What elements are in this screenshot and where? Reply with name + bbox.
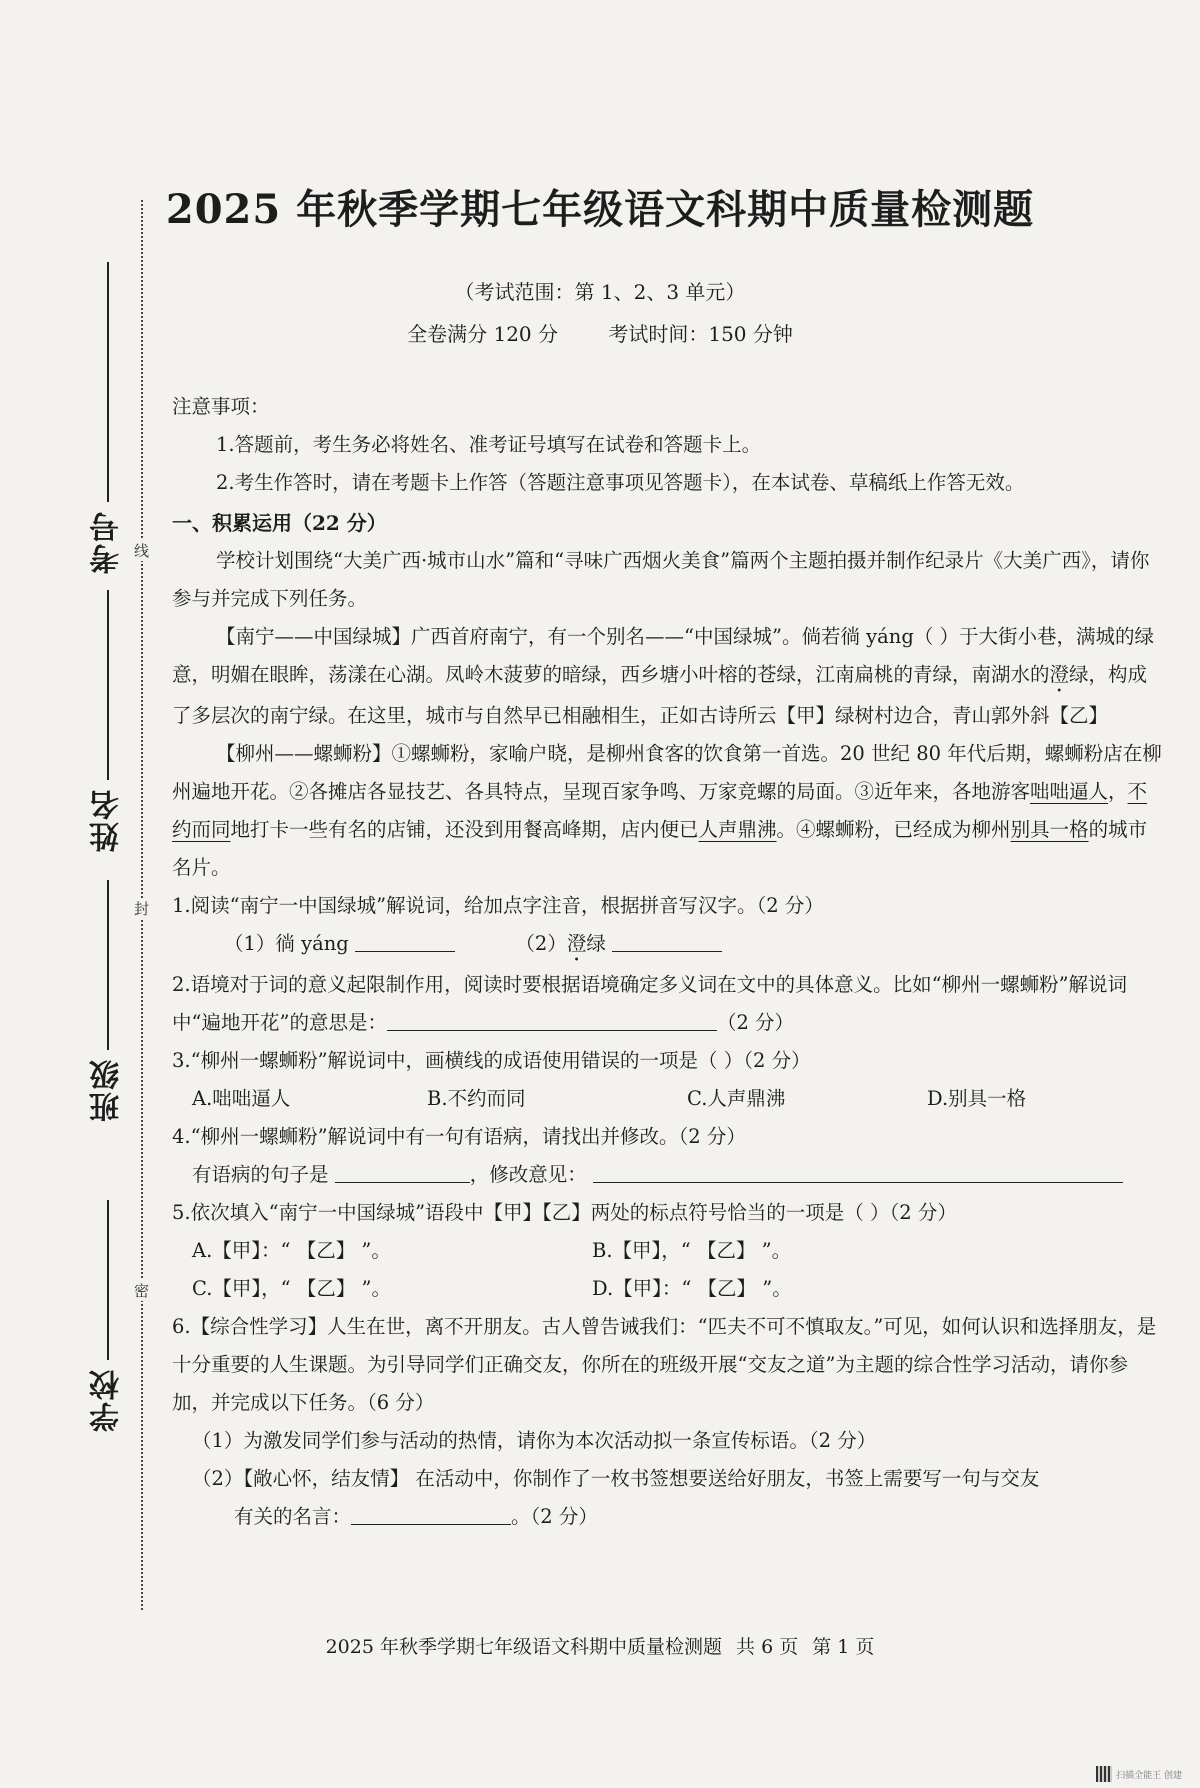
q5-option-d[interactable]: D.【甲】：“ 【乙】 ”。 [592, 1277, 792, 1300]
side-field-name [78, 590, 138, 860]
exam-meta [0, 318, 1200, 347]
answer-blank-q1-2[interactable] [612, 929, 722, 952]
side-field-school [78, 1200, 138, 1440]
idiom-2: 不约而同 [172, 780, 1148, 841]
question-4-blanks: 有语病的句子是 ，修改意见： [172, 1156, 1162, 1194]
q3-option-c[interactable]: C.人声鼎沸 [687, 1087, 786, 1110]
bind-char-xian: 线 [134, 542, 150, 560]
school-blank [107, 1200, 109, 1360]
qr-code-icon [1096, 1766, 1112, 1782]
answer-blank-q6-2[interactable] [351, 1502, 511, 1525]
dotted-char: 澄 [1049, 663, 1070, 686]
idiom-3: 人声鼎沸 [698, 818, 777, 841]
exam-scope: （考试范围：第 1、2、3 单元） [454, 280, 746, 304]
bind-char-mi: 密 [134, 1282, 150, 1300]
answer-blank-q4-1[interactable] [335, 1160, 470, 1183]
page-title: 2025 年秋季学期七年级语文科期中质量检测题 [165, 186, 1035, 233]
q5-option-c[interactable]: C.【甲】，“ 【乙】 ”。 [192, 1277, 392, 1300]
question-3: 3.“柳州一螺蛳粉”解说词中，画横线的成语使用错误的一项是（ ）（2 分） [172, 1049, 811, 1072]
q3-option-b[interactable]: B.不约而同 [427, 1087, 526, 1110]
notice-item-1: 1.答题前，考生务必将姓名、准考证号填写在试卷和答题卡上。 [216, 433, 762, 456]
footer-page-number: 第 1 页 [812, 1636, 875, 1658]
bind-char-feng: 封 [134, 900, 150, 918]
question-5-options-row2 [172, 1270, 1162, 1308]
idiom-1: 咄咄逼人 [1030, 780, 1109, 803]
question-1: 1.阅读“南宁一中国绿城”解说词，给加点字注音，根据拼音写汉字。（2 分） [172, 894, 824, 917]
question-2: 2.语境对于词的意义起限制作用，阅读时要根据语境确定多义词在文中的具体意义。比如“柳州一螺蛳粉”解说词中“遍地开花”的意思是： （2 分） [172, 973, 1128, 1034]
question-5-options-row1 [172, 1232, 1162, 1270]
q5-option-b[interactable]: B.【甲】，“ 【乙】 ”。 [592, 1239, 792, 1262]
footer-title: 2025 年秋季学期七年级语文科期中质量检测题 [325, 1636, 722, 1658]
exam-time: 考试时间：150 分钟 [608, 322, 793, 346]
name-blank [107, 590, 109, 780]
answer-blank-q1-1[interactable] [355, 929, 455, 952]
passage-nanning: 【南宁——中国绿城】广西首府南宁，有一个别名——“中国绿城”。倘若徜 yáng（ ）于大街小巷，满城的绿意，明媚在眼眸，荡漾在心湖。凤岭木菠萝的暗绿，西乡塘小叶榕的苍绿，江南扁桃的青绿，南湖水的澄绿，构成了多层次的南宁绿。在这里，城市与自然早已相融相生，正如古诗所云【甲】绿树村边合，青山郭外斜【乙】 [172, 625, 1155, 727]
q3-option-d[interactable]: D.别具一格 [927, 1087, 1027, 1110]
exam-no-label: 考号 [90, 510, 125, 574]
section-intro: 学校计划围绕“大美广西·城市山水”篇和“寻味广西烟火美食”篇两个主题拍摄并制作纪录片《大美广西》，请你参与并完成下列任务。 [172, 549, 1150, 610]
question-6-1: （1）为激发同学们参与活动的热情，请你为本次活动拟一条宣传标语。（2 分） [192, 1429, 877, 1452]
class-blank [107, 880, 109, 1050]
side-field-class [78, 880, 138, 1130]
question-4: 4.“柳州一螺蛳粉”解说词中有一句有语病，请找出并修改。（2 分） [172, 1125, 746, 1148]
question-6-2: （2）【敞心怀，结友情】 在活动中，你制作了一枚书签想要送给好朋友，书签上需要写一句与交友 [192, 1467, 1040, 1490]
answer-blank-q2[interactable] [387, 1008, 717, 1031]
idiom-4: 别具一格 [1010, 818, 1089, 841]
scanner-watermark [1096, 1766, 1182, 1782]
exam-content [172, 388, 1162, 1536]
question-6-2-blank: 有关的名言： 。（2 分） [172, 1498, 1162, 1536]
q5-option-a[interactable]: A.【甲】：“ 【乙】 ”。 [192, 1239, 391, 1262]
full-score: 全卷满分 120 分 [407, 322, 558, 346]
footer-total-pages: 共 6 页 [736, 1636, 799, 1658]
name-label: 姓名 [90, 788, 125, 852]
notice-item-2: 2.考生作答时，请在考题卡上作答（答题注意事项见答题卡），在本试卷、草稿纸上作答无效。 [216, 471, 1025, 494]
q3-option-a[interactable]: A.咄咄逼人 [192, 1087, 291, 1110]
page-footer [0, 1632, 1200, 1659]
side-field-exam-no [78, 262, 138, 582]
question-6: 6.【综合性学习】人生在世，离不开朋友。古人曾告诫我们：“匹夫不可不慎取友。”可见，如何认识和选择朋友，是十分重要的人生课题。为引导同学们正确交友，你所在的班级开展“交友之道”为主题的综合性学习活动，请你参加，并完成以下任务。（6 分） [172, 1315, 1157, 1414]
notice-heading: 注意事项： [172, 395, 270, 418]
school-label: 学校 [90, 1368, 125, 1432]
watermark-text: 扫描全能王 创建 [1116, 1770, 1182, 1781]
question-3-options [172, 1080, 1162, 1118]
class-label: 班级 [90, 1058, 125, 1122]
section-heading: 一、积累运用（22 分） [172, 511, 387, 535]
question-5: 5.依次填入“南宁一中国绿城”语段中【甲】【乙】两处的标点符号恰当的一项是（ ）（2 分） [172, 1201, 957, 1224]
passage-liuzhou: 【柳州——螺蛳粉】①螺蛳粉，家喻户晓，是柳州食客的饮食第一首选。20 世纪 80 年代后期，螺蛳粉店在柳州遍地开花。②各摊店各显技艺、各具特点，呈现百家争鸣、万家竞螺的局面。③近年来，各地游客咄咄逼人，不约而同地打卡一些有名的店铺，还没到用餐高峰期，店内便已人声鼎沸。④螺蛳粉，已经成为柳州别具一格的城市名片。 [172, 742, 1162, 879]
question-1-blanks: （1）徜 yáng （2）澄绿 [172, 925, 1162, 966]
answer-blank-q4-2[interactable] [593, 1160, 1123, 1183]
